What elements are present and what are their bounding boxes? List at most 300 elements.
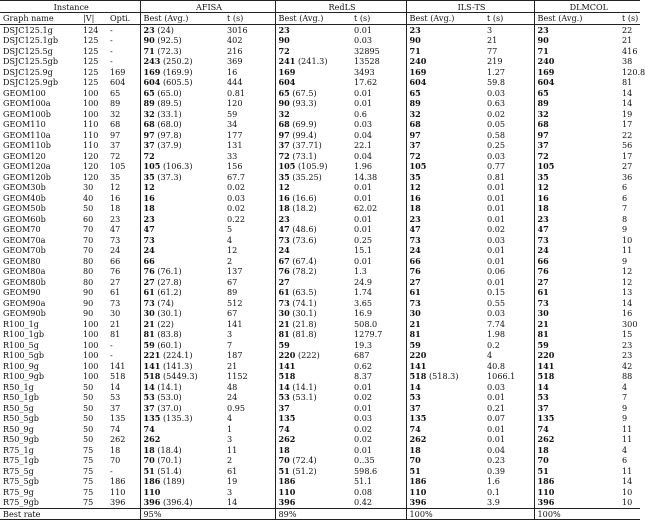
- cell-optimum: 135: [110, 413, 126, 424]
- cell-afisa-time: 216: [227, 45, 243, 56]
- cell-optimum: 61: [110, 287, 121, 298]
- best-value: 51: [278, 465, 290, 476]
- cell-afisa-time: 24: [227, 392, 238, 403]
- cell-dlmcol-time: 15: [622, 329, 633, 340]
- cell-graph-name: GEOM70: [3, 224, 41, 235]
- cell-afisa-time: 0.02: [227, 203, 246, 214]
- best-value: 21: [143, 318, 155, 329]
- best-value: 81: [537, 329, 549, 340]
- cell-dlmcol-best: [534, 476, 619, 487]
- cell-redls-best: [275, 497, 351, 508]
- best-value: 135: [278, 413, 296, 424]
- avg-value: (65.0): [154, 87, 182, 98]
- cell-redls-best: [275, 56, 351, 67]
- cell-afisa-time: 3: [227, 486, 233, 497]
- cell-ilsts-time: 0.01: [487, 392, 506, 403]
- cell-dlmcol-best: [534, 224, 619, 235]
- cell-vertices: 75: [83, 444, 94, 455]
- cell-afisa-time: 4: [227, 413, 233, 424]
- table-row: [0, 98, 640, 109]
- cell-dlmcol-best: [534, 46, 619, 57]
- cell-redls-best: [275, 361, 351, 372]
- cell-redls-best: [275, 161, 351, 172]
- cell-afisa-time: 59: [227, 108, 238, 119]
- avg-value: (69.9): [289, 119, 317, 130]
- cell-ilsts-best: [406, 403, 484, 414]
- best-rate-ilsts: 100%: [406, 508, 534, 520]
- best-value: 37: [409, 140, 421, 151]
- cell-afisa-best: [140, 424, 224, 435]
- cell-afisa-best: [140, 413, 224, 424]
- cell-redls-best: [275, 67, 351, 78]
- cell-dlmcol-time: 7: [622, 392, 628, 403]
- avg-value: (14.1): [289, 381, 317, 392]
- cell-redls-best: [275, 214, 351, 225]
- cell-redls-time: 0.01: [354, 402, 373, 413]
- avg-value: (189): [160, 476, 185, 487]
- cell-redls-time: 0.42: [354, 497, 373, 508]
- cell-dlmcol-best: [534, 119, 619, 130]
- table-row: [0, 350, 640, 361]
- cell-redls-time: 0.02: [354, 434, 373, 445]
- cell-dlmcol-time: 17: [622, 150, 633, 161]
- cell-optimum: -: [110, 56, 113, 67]
- avg-value: (169.9): [160, 66, 193, 77]
- best-value: 18: [143, 444, 155, 455]
- cell-dlmcol-time: 10: [622, 486, 633, 497]
- cell-ilsts-best: [406, 161, 484, 172]
- cell-redls-time: 508.0: [354, 318, 378, 329]
- avg-value: (250.2): [160, 56, 193, 67]
- best-value: 169: [409, 66, 427, 77]
- best-value: 61: [143, 287, 155, 298]
- cell-redls-time: 0.03: [354, 35, 373, 46]
- cell-dlmcol-time: 38: [622, 56, 633, 67]
- avg-value: (222): [295, 350, 320, 361]
- cell-vertices: 50: [83, 434, 94, 445]
- cell-redls-best: [275, 277, 351, 288]
- best-value: 90: [278, 98, 290, 109]
- avg-value: (97.8): [154, 129, 182, 140]
- best-value: 30: [278, 308, 290, 319]
- cell-ilsts-best: [406, 182, 484, 193]
- best-value: 221: [143, 350, 161, 361]
- cell-afisa-best: [140, 56, 224, 67]
- cell-ilsts-time: 1066.1: [487, 371, 516, 382]
- cell-optimum: 97: [110, 129, 121, 140]
- cell-ilsts-time: 0.39: [487, 465, 506, 476]
- best-value: 18: [409, 203, 421, 214]
- table-row: [0, 424, 640, 435]
- cell-dlmcol-time: 12: [622, 266, 633, 277]
- cell-redls-time: 0.04: [354, 129, 373, 140]
- cell-ilsts-best: [406, 67, 484, 78]
- cell-optimum: -: [110, 339, 113, 350]
- best-value: 32: [537, 108, 549, 119]
- best-value: 23: [537, 24, 549, 35]
- cell-redls-time: 687: [354, 350, 370, 361]
- cell-redls-best: [275, 245, 351, 256]
- best-value: 27: [409, 276, 421, 287]
- best-rate-dlmcol: 100%: [534, 508, 640, 520]
- cell-afisa-time: 1: [227, 423, 233, 434]
- avg-value: (30.1): [154, 308, 182, 319]
- best-value: 396: [278, 497, 296, 508]
- cell-afisa-time: 11: [227, 444, 238, 455]
- cell-ilsts-time: 0.01: [487, 423, 506, 434]
- cell-optimum: 110: [110, 486, 126, 497]
- cell-ilsts-best: [406, 24, 484, 35]
- cell-ilsts-best: [406, 329, 484, 340]
- best-value: 12: [278, 182, 290, 193]
- cell-dlmcol-time: 9: [622, 255, 628, 266]
- best-value: 72: [278, 45, 290, 56]
- cell-afisa-best: [140, 235, 224, 246]
- cell-redls-best: [275, 140, 351, 151]
- cell-afisa-time: 61: [227, 465, 238, 476]
- cell-ilsts-time: 0.63: [487, 98, 506, 109]
- cell-afisa-time: 89: [227, 287, 238, 298]
- cell-graph-name: DSJC125.1gb: [3, 35, 59, 46]
- cell-dlmcol-best: [534, 350, 619, 361]
- avg-value: (60.1): [154, 339, 182, 350]
- cell-redls-time: 19.3: [354, 339, 373, 350]
- cell-afisa-time: 131: [227, 140, 243, 151]
- cell-redls-time: 0.01: [354, 182, 373, 193]
- cell-dlmcol-best: [534, 182, 619, 193]
- cell-vertices: 70: [83, 234, 94, 245]
- best-value: 89: [409, 98, 421, 109]
- cell-ilsts-time: 0.58: [487, 129, 506, 140]
- best-value: 51: [537, 465, 549, 476]
- cell-redls-time: 0.01: [354, 213, 373, 224]
- best-value: 141: [537, 360, 555, 371]
- cell-optimum: 37: [110, 402, 121, 413]
- best-value: 23: [143, 24, 155, 35]
- cell-vertices: 125: [83, 56, 99, 67]
- cell-redls-time: 51.1: [354, 476, 373, 487]
- best-value: 90: [278, 35, 290, 46]
- best-value: 220: [409, 350, 427, 361]
- cell-dlmcol-best: [534, 277, 619, 288]
- best-value: 37: [143, 402, 155, 413]
- cell-redls-time: 598.6: [354, 465, 378, 476]
- cell-ilsts-time: 0.01: [487, 203, 506, 214]
- cell-redls-best: [275, 487, 351, 498]
- table-row: [0, 319, 640, 330]
- avg-value: (135.3): [160, 413, 193, 424]
- cell-graph-name: GEOM90: [3, 287, 41, 298]
- best-value: 74: [409, 423, 421, 434]
- best-value: 518: [537, 371, 555, 382]
- best-value: 23: [409, 213, 421, 224]
- cell-dlmcol-time: 42: [622, 360, 633, 371]
- table-row: [0, 140, 640, 151]
- avg-value: (83.8): [154, 329, 182, 340]
- cell-ilsts-best: [406, 277, 484, 288]
- cell-graph-name: R75_1gb: [3, 455, 39, 466]
- best-value: 72: [537, 150, 549, 161]
- cell-graph-name: GEOM80: [3, 255, 41, 266]
- cell-dlmcol-best: [534, 130, 619, 141]
- best-value: 66: [409, 255, 421, 266]
- cell-vertices: 100: [83, 339, 99, 350]
- cell-afisa-best: [140, 497, 224, 508]
- cell-afisa-best: [140, 35, 224, 46]
- cell-dlmcol-time: 6: [622, 455, 628, 466]
- cell-vertices: 125: [83, 66, 99, 77]
- cell-afisa-best: [140, 245, 224, 256]
- cell-redls-best: [275, 455, 351, 466]
- cell-afisa-best: [140, 350, 224, 361]
- best-value: 90: [409, 35, 421, 46]
- cell-redls-best: [275, 329, 351, 340]
- cell-graph-name: R100_9g: [3, 360, 39, 371]
- cell-afisa-best: [140, 403, 224, 414]
- cell-vertices: 125: [83, 77, 99, 88]
- cell-redls-time: 3.65: [354, 297, 373, 308]
- cell-vertices: 75: [83, 455, 94, 466]
- avg-value: (99.4): [289, 129, 317, 140]
- cell-optimum: -: [110, 35, 113, 46]
- cell-redls-time: 0.01: [354, 192, 373, 203]
- avg-value: (89.5): [154, 98, 182, 109]
- best-value: 90: [143, 35, 155, 46]
- cell-redls-best: [275, 340, 351, 351]
- table-row: [0, 245, 640, 256]
- group-header-row: [0, 1, 640, 13]
- cell-redls-best: [275, 445, 351, 456]
- table-row: [0, 287, 640, 298]
- best-value: 37: [278, 402, 290, 413]
- best-value: 14: [143, 381, 155, 392]
- best-value: 76: [278, 266, 290, 277]
- cell-ilsts-time: 0.21: [487, 402, 506, 413]
- cell-ilsts-best: [406, 245, 484, 256]
- cell-dlmcol-best: [534, 35, 619, 46]
- cell-dlmcol-time: 4: [622, 381, 628, 392]
- cell-dlmcol-time: 21: [622, 35, 633, 46]
- best-value: 262: [143, 434, 161, 445]
- cell-vertices: 50: [83, 413, 94, 424]
- best-rate-row: [0, 508, 640, 520]
- best-value: 81: [409, 329, 421, 340]
- best-value: 186: [537, 476, 555, 487]
- cell-graph-name: GEOM60b: [3, 213, 46, 224]
- cell-graph-name: GEOM120: [3, 150, 46, 161]
- cell-optimum: 74: [110, 423, 121, 434]
- cell-redls-time: 15.1: [354, 245, 373, 256]
- cell-afisa-time: 1152: [227, 371, 248, 382]
- cell-graph-name: GEOM70b: [3, 245, 46, 256]
- cell-afisa-time: 5: [227, 224, 233, 235]
- cell-dlmcol-best: [534, 193, 619, 204]
- cell-optimum: 141: [110, 360, 126, 371]
- group-header-instance: Instance: [0, 1, 140, 13]
- cell-ilsts-time: 0.06: [487, 266, 506, 277]
- cell-graph-name: GEOM30b: [3, 182, 46, 193]
- cell-ilsts-time: 0.1: [487, 486, 500, 497]
- cell-dlmcol-time: 6: [622, 192, 628, 203]
- col-header-ilsts-time: t (s): [484, 13, 534, 25]
- best-value: 97: [143, 129, 155, 140]
- cell-afisa-time: 14: [227, 497, 238, 508]
- cell-redls-best: [275, 235, 351, 246]
- cell-vertices: 75: [83, 465, 94, 476]
- cell-dlmcol-time: 14: [622, 476, 633, 487]
- cell-graph-name: R75_1g: [3, 444, 34, 455]
- table-row: [0, 277, 640, 288]
- avg-value: (37.0): [154, 402, 182, 413]
- best-value: 220: [537, 350, 555, 361]
- cell-graph-name: R75_5gb: [3, 476, 39, 487]
- best-value: 37: [278, 140, 290, 151]
- avg-value: (61.2): [154, 287, 182, 298]
- table-row: [0, 487, 640, 498]
- cell-ilsts-time: 219: [487, 56, 503, 67]
- best-value: 18: [278, 203, 290, 214]
- cell-ilsts-time: 59.8: [487, 77, 506, 88]
- cell-redls-best: [275, 203, 351, 214]
- cell-ilsts-best: [406, 235, 484, 246]
- col-header-ilsts-best: Best (Avg.): [406, 13, 484, 25]
- avg-value: (73.6): [289, 234, 317, 245]
- cell-afisa-time: 2: [227, 255, 233, 266]
- group-header-ilsts: ILS-TS: [406, 1, 534, 13]
- cell-vertices: 125: [83, 45, 99, 56]
- cell-redls-best: [275, 319, 351, 330]
- table-row: [0, 466, 640, 477]
- table-body: [0, 24, 645, 508]
- cell-graph-name: R50_5gb: [3, 413, 39, 424]
- best-value: 47: [409, 224, 421, 235]
- cell-vertices: 110: [83, 129, 99, 140]
- avg-value: (51.2): [289, 465, 317, 476]
- best-value: 73: [278, 234, 290, 245]
- cell-dlmcol-time: 23: [622, 350, 633, 361]
- best-value: 186: [278, 476, 296, 487]
- best-value: 59: [278, 339, 290, 350]
- best-value: 12: [143, 182, 155, 193]
- avg-value: (106.3): [160, 161, 193, 172]
- cell-dlmcol-time: 9: [622, 413, 628, 424]
- cell-ilsts-time: 3: [487, 24, 493, 35]
- best-value: 604: [143, 77, 161, 88]
- cell-ilsts-best: [406, 119, 484, 130]
- best-value: 241: [278, 56, 296, 67]
- cell-dlmcol-best: [534, 256, 619, 267]
- cell-optimum: 23: [110, 213, 121, 224]
- table-row: [0, 371, 640, 382]
- cell-redls-best: [275, 35, 351, 46]
- best-value: 141: [278, 360, 296, 371]
- cell-optimum: 24: [110, 245, 121, 256]
- table-row: [0, 130, 640, 141]
- cell-ilsts-time: 7.74: [487, 318, 506, 329]
- cell-ilsts-best: [406, 214, 484, 225]
- col-header-redls-best: Best (Avg.): [275, 13, 351, 25]
- cell-vertices: 90: [83, 297, 94, 308]
- cell-afisa-best: [140, 130, 224, 141]
- cell-ilsts-time: 1.27: [487, 66, 506, 77]
- cell-optimum: 27: [110, 276, 121, 287]
- cell-optimum: 73: [110, 297, 121, 308]
- best-value: 66: [143, 255, 155, 266]
- cell-vertices: 70: [83, 224, 94, 235]
- cell-ilsts-best: [406, 151, 484, 162]
- cell-optimum: 30: [110, 308, 121, 319]
- best-value: 76: [143, 266, 155, 277]
- cell-redls-time: 0.04: [354, 150, 373, 161]
- best-value: 37: [537, 140, 549, 151]
- cell-optimum: -: [110, 465, 113, 476]
- best-value: 76: [409, 266, 421, 277]
- cell-ilsts-time: 0.02: [487, 224, 506, 235]
- avg-value: (73.1): [289, 150, 317, 161]
- cell-graph-name: DSJC125.1g: [3, 24, 53, 35]
- cell-redls-best: [275, 287, 351, 298]
- table-row: [0, 434, 640, 445]
- cell-optimum: 89: [110, 98, 121, 109]
- cell-redls-best: [275, 109, 351, 120]
- cell-dlmcol-best: [534, 24, 619, 35]
- cell-dlmcol-time: 14: [622, 87, 633, 98]
- cell-ilsts-time: 0.55: [487, 297, 506, 308]
- cell-vertices: 50: [83, 381, 94, 392]
- cell-optimum: 65: [110, 87, 121, 98]
- best-value: 23: [278, 24, 290, 35]
- cell-vertices: 120: [83, 150, 99, 161]
- cell-afisa-time: 4: [227, 234, 233, 245]
- cell-vertices: 110: [83, 140, 99, 151]
- best-value: 81: [143, 329, 155, 340]
- best-value: 53: [409, 392, 421, 403]
- cell-afisa-best: [140, 266, 224, 277]
- cell-afisa-best: [140, 77, 224, 88]
- table-row: [0, 193, 640, 204]
- best-value: 65: [143, 87, 155, 98]
- cell-dlmcol-time: 10: [622, 234, 633, 245]
- cell-afisa-best: [140, 224, 224, 235]
- cell-redls-best: [275, 392, 351, 403]
- cell-afisa-time: 0.22: [227, 213, 246, 224]
- avg-value: (72.3): [154, 45, 182, 56]
- cell-redls-time: 14.38: [354, 171, 378, 182]
- cell-graph-name: R50_5g: [3, 402, 34, 413]
- best-value: 21: [278, 318, 290, 329]
- table-row: [0, 88, 640, 99]
- best-value: 16: [409, 192, 421, 203]
- best-value: 70: [409, 455, 421, 466]
- cell-ilsts-best: [406, 266, 484, 277]
- group-header-afisa: AFISA: [140, 1, 275, 13]
- best-value: 141: [143, 360, 161, 371]
- cell-ilsts-time: 40.8: [487, 360, 506, 371]
- cell-vertices: 125: [83, 35, 99, 46]
- cell-dlmcol-best: [534, 203, 619, 214]
- best-value: 16: [143, 192, 155, 203]
- cell-dlmcol-best: [534, 424, 619, 435]
- col-header-optimum: Opti.: [107, 13, 140, 25]
- cell-vertices: 120: [83, 161, 99, 172]
- best-value: 105: [409, 161, 427, 172]
- table-row: [0, 77, 640, 88]
- cell-afisa-time: 141: [227, 318, 243, 329]
- table-row: [0, 151, 640, 162]
- best-value: 61: [537, 287, 549, 298]
- cell-graph-name: R100_5gb: [3, 350, 45, 361]
- avg-value: (51.4): [154, 465, 182, 476]
